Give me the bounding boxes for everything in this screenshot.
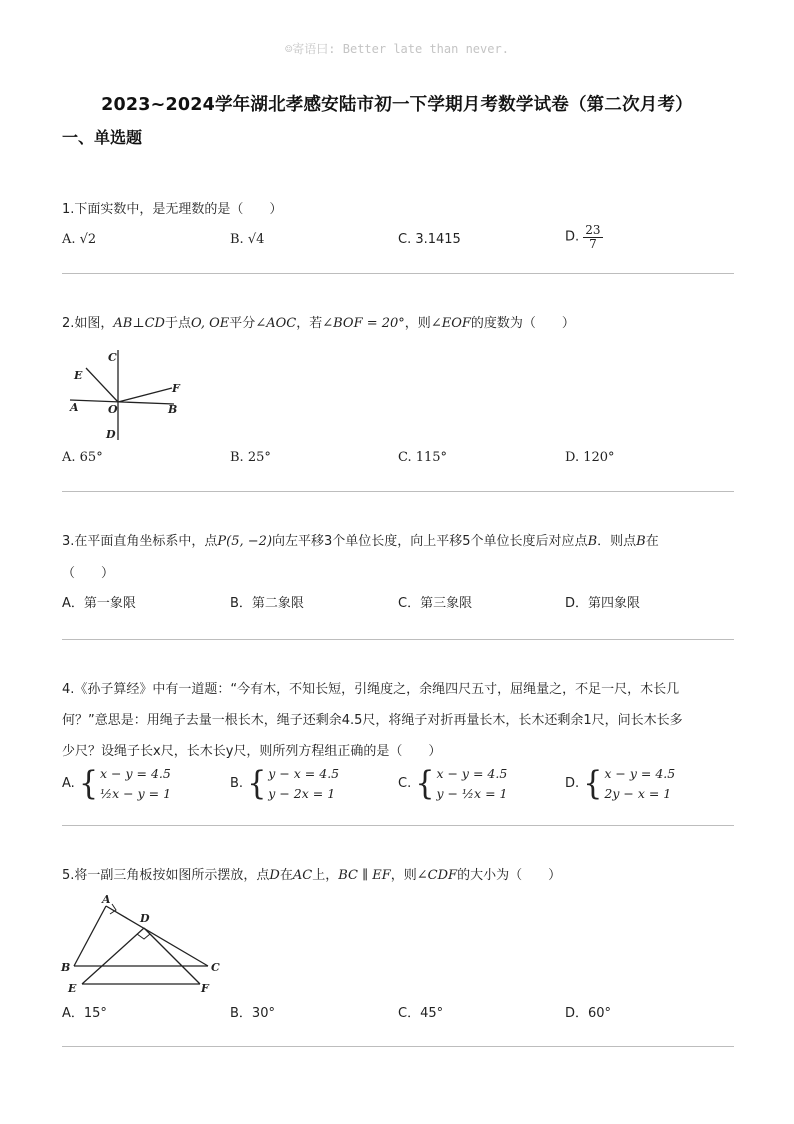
question-5-options [62, 1004, 734, 1030]
label-a: A [102, 893, 111, 906]
question-2-stem: 2.如图，AB⊥CD于点O, OE平分∠AOC，若∠BOF = 20°，则∠EOF的度数为（ ） [62, 316, 575, 331]
label-f: F [172, 382, 180, 395]
divider [62, 825, 734, 826]
label-b: B [168, 403, 178, 416]
fraction: $\frac{23}{7}$ [585, 223, 601, 251]
question-3-stem: 3.在平面直角坐标系中，点P(5, −2)向左平移3个单位长度，向上平移5个单位长度后对应点B．则点B在 [62, 534, 659, 549]
option-a[interactable]: A. √2 [62, 232, 97, 247]
divider [62, 491, 734, 492]
question-4-stem: 4.《孙子算经》中有一道题：“今有木，不知长短，引绳度之，余绳四尺五寸，屈绳量之，不足一尺，木长几 [62, 682, 680, 697]
option-c[interactable]: C. { x − y = 4.5 y − ½x = 1 [398, 764, 508, 803]
option-c[interactable]: C. 115° [398, 450, 448, 465]
option-d[interactable]: D．60° [565, 1006, 612, 1021]
exam-title: 2023~2024学年湖北孝感安陆市初一下学期月考数学试卷（第二次月考） [101, 95, 693, 115]
option-b[interactable]: B. 25° [230, 450, 271, 465]
option-a[interactable]: A. { x − y = 4.5 ½x − y = 1 [62, 764, 172, 803]
options-row [62, 1004, 734, 1030]
option-a[interactable]: A．第一象限 [62, 596, 136, 611]
question-5 [62, 866, 734, 886]
question-3-stem-line2: （ ） [62, 566, 115, 581]
equation-system: { y − x = 4.5 y − 2x = 1 [247, 764, 340, 803]
label-d: D [140, 912, 150, 925]
equation-system: { x − y = 4.5 ½x − y = 1 [78, 764, 172, 803]
label-c: C [108, 351, 117, 364]
divider [62, 639, 734, 640]
figure-triangle-rulers [60, 892, 230, 996]
figure-perpendicular-lines [64, 346, 194, 442]
label-c: C [211, 961, 220, 974]
option-d[interactable]: D．第四象限 [565, 596, 641, 611]
option-c[interactable]: C．45° [398, 1006, 444, 1021]
label-o: O [108, 403, 118, 416]
divider [62, 273, 734, 274]
question-2 [62, 314, 734, 334]
section-title: 一、单选题 [62, 128, 143, 147]
option-d[interactable]: D. 120° [565, 450, 615, 465]
question-1-stem [62, 200, 734, 220]
equation-system: { x − y = 4.5 2y − x = 1 [583, 764, 676, 803]
options-row [62, 223, 734, 256]
watermark: ☺寄语曰: Better late than never. [285, 42, 509, 56]
question-1 [62, 200, 734, 256]
label-a: A [70, 401, 79, 414]
label-d: D [106, 428, 116, 441]
label-f: F [201, 982, 209, 995]
option-b[interactable]: B．第二象限 [230, 596, 304, 611]
options-row [62, 594, 734, 620]
option-b[interactable]: B．30° [230, 1006, 275, 1021]
question-4-stem-line3: 少尺？设绳子长x尺，长木长y尺，则所列方程组正确的是（ ） [62, 744, 442, 759]
option-c[interactable]: C. 3.1415 [398, 232, 461, 247]
option-b[interactable]: B. { y − x = 4.5 y − 2x = 1 [230, 764, 340, 803]
label-e: E [68, 982, 77, 995]
option-a[interactable]: A．15° [62, 1006, 107, 1021]
question-text: 下面实数中，是无理数的是（ ） [74, 202, 283, 217]
label-e: E [74, 369, 83, 382]
option-a[interactable]: A. 65° [62, 450, 103, 465]
option-b[interactable]: B. √4 [230, 232, 265, 247]
options-row [62, 764, 734, 810]
option-d[interactable]: D. { x − y = 4.5 2y − x = 1 [565, 764, 676, 803]
question-number: 1. [62, 202, 75, 217]
option-c[interactable]: C．第三象限 [398, 596, 473, 611]
label-b: B [61, 961, 71, 974]
divider [62, 1046, 734, 1047]
option-d-fraction: D. $\frac{23}{7}$ [565, 223, 601, 251]
question-2-options [62, 448, 734, 474]
question-4-stem-line2: 何？”意思是：用绳子去量一根长木，绳子还剩余4.5尺，将绳子对折再量长木，长木还剩余1尺，问长木长多 [62, 713, 683, 728]
question-5-stem: 5.将一副三角板按如图所示摆放，点D在AC上，BC ∥ EF，则∠CDF的大小为（ ） [62, 868, 562, 883]
options-row [62, 448, 734, 474]
equation-system: { x − y = 4.5 y − ½x = 1 [415, 764, 508, 803]
question-3 [62, 532, 734, 620]
option-d[interactable] [565, 224, 603, 251]
question-4 [62, 680, 734, 810]
